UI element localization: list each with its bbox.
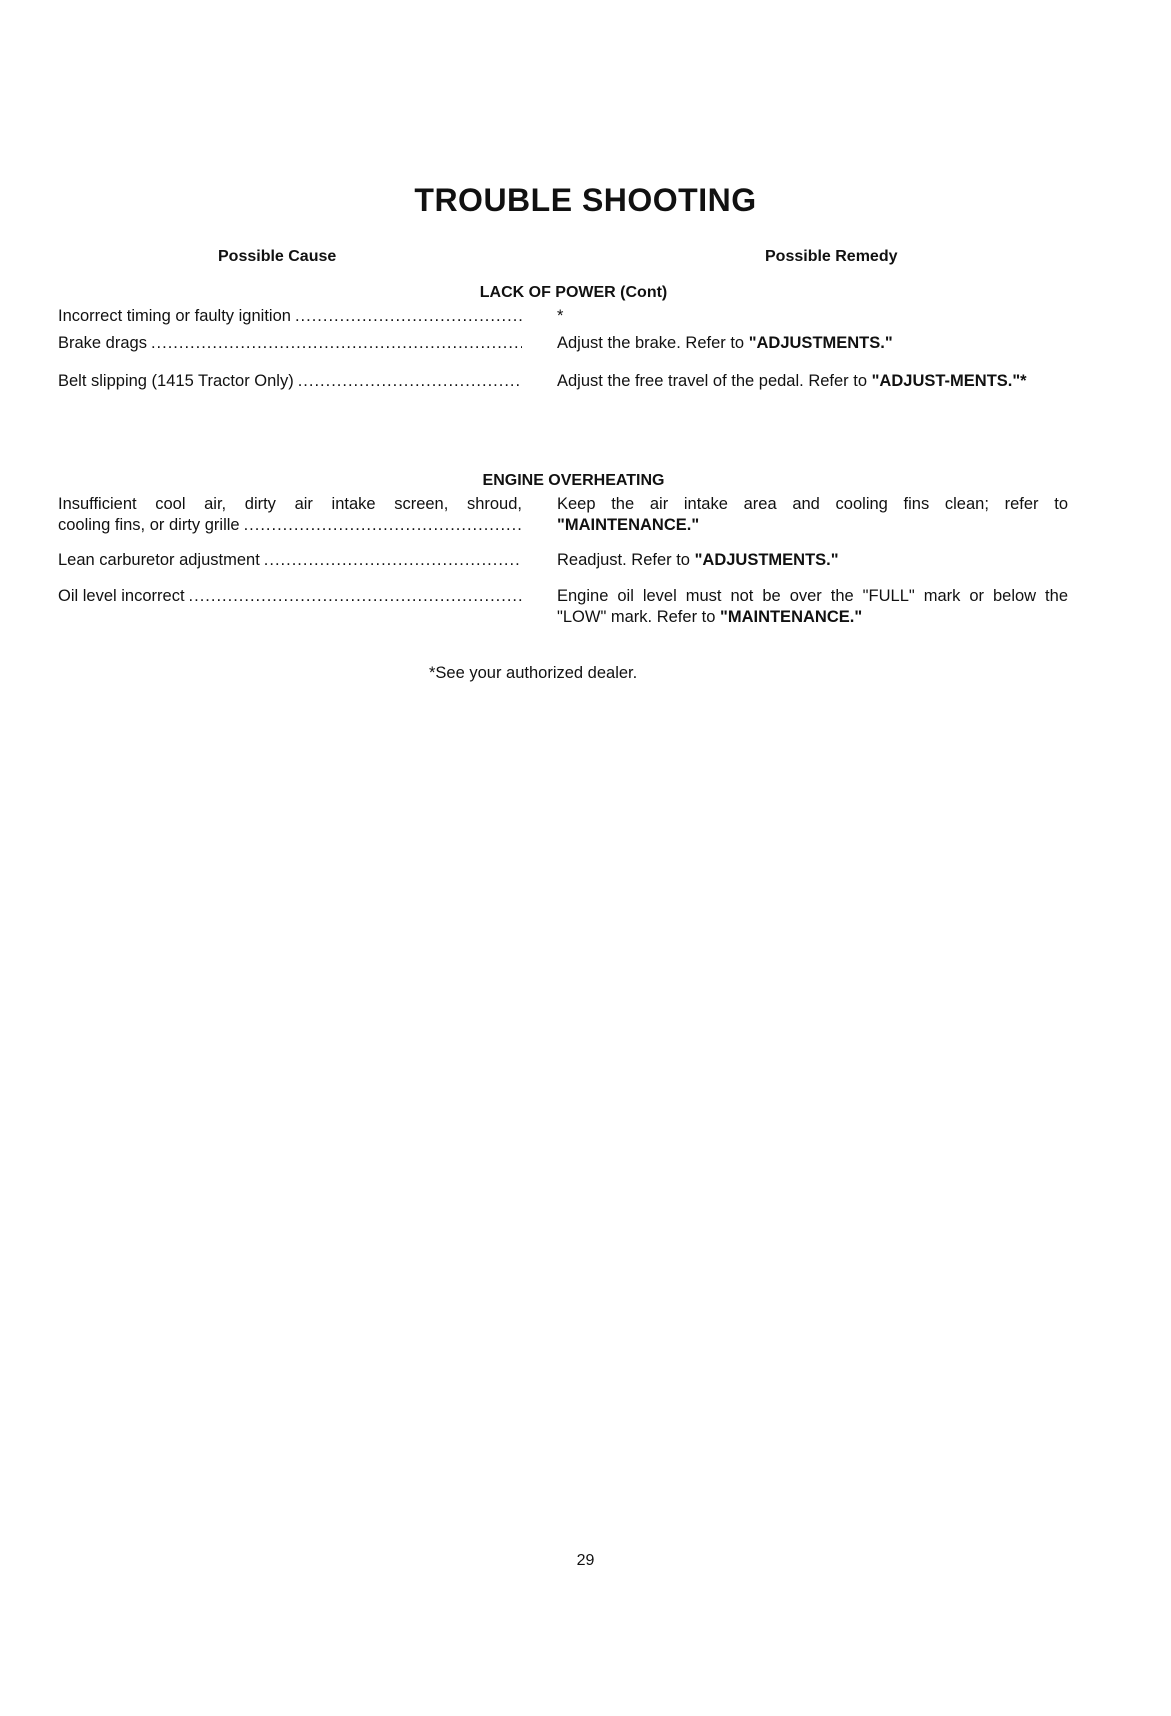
remedy-text: Readjust. Refer to — [557, 551, 695, 569]
remedy-reference: "MAINTENANCE." — [557, 516, 700, 534]
cause-text: Belt slipping (1415 Tractor Only) — [58, 372, 294, 390]
remedy-reference: "ADJUST-MENTS."* — [871, 372, 1027, 390]
remedy-text: Adjust the brake. Refer to — [557, 334, 749, 352]
leader-dots — [298, 371, 522, 392]
remedy-cell — [557, 371, 1068, 392]
leader-dots — [151, 333, 522, 354]
remedy-reference: "ADJUSTMENTS." — [694, 551, 839, 569]
footnote: *See your authorized dealer. — [429, 664, 638, 682]
remedy-cell — [557, 586, 1068, 628]
cause-text: Lean carburetor adjustment — [58, 551, 260, 569]
leader-dots — [295, 306, 522, 327]
cause-text: cooling fins, or dirty grille — [58, 516, 240, 534]
trouble-row — [58, 550, 1068, 571]
leader-dots — [264, 550, 522, 571]
possible-cause-header: Possible Cause — [218, 248, 337, 265]
trouble-row — [58, 494, 1068, 536]
remedy-cell — [557, 306, 1068, 327]
leader-dots — [189, 586, 522, 607]
trouble-row — [58, 371, 1068, 392]
remedy-cell — [557, 333, 1068, 354]
remedy-text: Engine oil level must not be over the "FULL" mark or below the "LOW" mark. Refer to — [557, 587, 1068, 626]
trouble-row — [58, 306, 1068, 327]
cause-cell — [58, 586, 522, 628]
leader-dots — [244, 515, 522, 536]
cause-text: Oil level incorrect — [58, 587, 185, 605]
trouble-row — [58, 586, 1068, 628]
remedy-cell — [557, 494, 1068, 536]
cause-cell — [58, 371, 522, 392]
remedy-reference: "ADJUSTMENTS." — [748, 334, 893, 352]
cause-text: Incorrect timing or faulty ignition — [58, 307, 291, 325]
possible-remedy-header: Possible Remedy — [765, 248, 898, 265]
remedy-reference: "MAINTENANCE." — [720, 608, 863, 626]
cause-cell — [58, 306, 522, 327]
remedy-text: Adjust the free travel of the pedal. Refer to — [557, 372, 872, 390]
remedy-text: * — [557, 307, 564, 325]
cause-cell — [58, 550, 522, 571]
page-number: 29 — [576, 1552, 595, 1569]
remedy-cell — [557, 550, 1068, 571]
cause-cell — [58, 494, 522, 536]
trouble-row — [58, 333, 1068, 354]
cause-text-line-1: Insufficient cool air, dirty air intake screen, shroud, — [58, 495, 522, 513]
cause-text: Brake drags — [58, 334, 147, 352]
remedy-text: Keep the air intake area and cooling fins clean; refer to — [557, 495, 1068, 513]
page-title: TROUBLE SHOOTING — [414, 182, 757, 218]
section-title-engine-overheating: ENGINE OVERHEATING — [482, 472, 665, 489]
section-title-lack-of-power: LACK OF POWER (Cont) — [479, 284, 668, 301]
cause-cell — [58, 333, 522, 354]
